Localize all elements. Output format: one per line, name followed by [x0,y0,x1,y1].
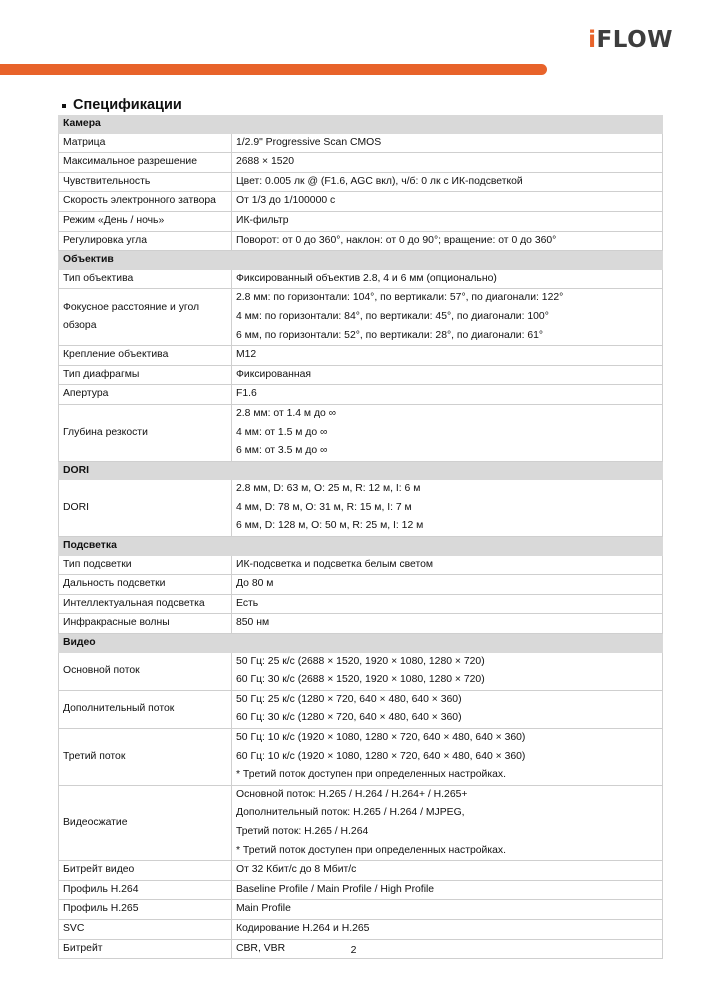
spec-label: Третий поток [59,729,232,786]
spec-value-line: От 32 Кбит/с до 8 Мбит/с [236,864,357,876]
spec-label: Режим «День / ночь» [59,211,232,231]
spec-value-line: 2.8 мм: по горизонтали: 104°, по вертикали: 57°, по диагонали: 122° [236,292,564,304]
spec-row [59,614,663,634]
section-header-row [59,461,663,480]
spec-label: Крепление объектива [59,346,232,366]
brand-mark: i [588,27,597,53]
spec-table [58,115,663,959]
spec-row [59,365,663,385]
spec-value-line: Есть [236,597,259,609]
spec-value-line: Цвет: 0.005 лк @ (F1.6, AGC вкл), ч/б: 0 лк с ИК-подсветкой [236,175,523,187]
spec-label: Регулировка угла [59,231,232,251]
spec-row [59,880,663,900]
spec-row [59,556,663,575]
spec-value [232,404,663,461]
spec-row [59,211,663,231]
brand-name: FLOW [596,27,673,53]
spec-value-line: Поворот: от 0 до 360°, наклон: от 0 до 90°; вращение: от 0 до 360° [236,234,557,246]
spec-value-line: До 80 м [236,578,274,590]
spec-row [59,385,663,405]
spec-label: Тип диафрагмы [59,365,232,385]
spec-label: Апертура [59,385,232,405]
section-title: DORI [59,461,663,480]
spec-value-line: CBR, VBR [236,942,286,954]
spec-label: Видеосжатие [59,785,232,860]
spec-value [232,919,663,939]
spec-value [232,192,663,212]
spec-value-line: Дополнительный поток: H.265 / H.264 / MJPEG, [236,807,465,819]
spec-label: Матрица [59,134,232,153]
spec-value-line: ИК-подсветка и подсветка белым светом [236,558,434,570]
spec-value [232,653,663,691]
spec-row [59,289,663,346]
header-accent-band [0,64,547,75]
spec-value-line: Основной поток: H.265 / H.264 / H.264+ / H.265+ [236,788,468,800]
spec-value-line: Baseline Profile / Main Profile / High Profile [236,883,435,895]
spec-row [59,153,663,173]
spec-label: Максимальное разрешение [59,153,232,173]
spec-label: DORI [59,480,232,536]
spec-value [232,690,663,728]
spec-label: Скорость электронного затвора [59,192,232,212]
spec-row [59,134,663,153]
spec-value-line: 50 Гц: 25 к/с (2688 × 1520, 1920 × 1080, 1280 × 720) [236,655,485,667]
spec-value [232,211,663,231]
spec-value-line: 2.8 мм: от 1.4 м до ∞ [236,407,337,419]
spec-row [59,172,663,192]
spec-value [232,153,663,173]
section-title: Объектив [59,251,663,270]
spec-value-line: * Третий поток доступен при определенных настройках. [236,844,506,856]
spec-value [232,270,663,289]
spec-value [232,861,663,881]
spec-row [59,192,663,212]
spec-value-line: 2.8 мм, D: 63 м, O: 25 м, R: 12 м, I: 6 м [236,483,421,495]
spec-value [232,556,663,575]
spec-value-line: 4 мм, D: 78 м, O: 31 м, R: 15 м, I: 7 м [236,501,412,513]
spec-row [59,346,663,366]
spec-value [232,231,663,251]
spec-value [232,785,663,860]
spec-value [232,480,663,536]
page-number: 2 [350,944,357,956]
spec-label: Дальность подсветки [59,575,232,595]
page-heading-text: Спецификации [73,97,182,113]
spec-row [59,861,663,881]
section-title: Подсветка [59,537,663,556]
spec-label: Тип подсветки [59,556,232,575]
spec-label [59,289,232,346]
spec-value-line: 50 Гц: 25 к/с (1280 × 720, 640 × 480, 640 × 360) [236,693,462,705]
spec-value [232,900,663,920]
spec-value [232,134,663,153]
spec-value-line: 6 мм: от 3.5 м до ∞ [236,445,328,457]
section-header-row [59,537,663,556]
spec-label: Интеллектуальная подсветка [59,594,232,614]
spec-label: Битрейт видео [59,861,232,881]
spec-value-line: 60 Гц: 30 к/с (1280 × 720, 640 × 480, 640 × 360) [236,712,462,724]
spec-value-line: Третий поток: H.265 / H.264 [236,825,369,837]
spec-label: Чувствительность [59,172,232,192]
spec-value-line: 50 Гц: 10 к/с (1920 × 1080, 1280 × 720, 640 × 480, 640 × 360) [236,732,526,743]
spec-row [59,690,663,728]
spec-value [232,575,663,595]
spec-value-line: Main Profile [236,903,291,915]
spec-label: Основной поток [59,653,232,691]
spec-value [232,880,663,900]
spec-label: Тип объектива [59,270,232,289]
spec-row [59,231,663,251]
spec-value-line: * Третий поток доступен при определенных настройках. [236,769,506,781]
spec-value [232,346,663,366]
spec-value-line: 6 мм, D: 128 м, O: 50 м, R: 25 м, I: 12 м [236,520,424,532]
spec-row [59,480,663,536]
spec-value-line: 2688 × 1520 [236,156,295,168]
spec-value-line: От 1/3 до 1/100000 с [236,195,336,207]
spec-value-line: 60 Гц: 30 к/с (2688 × 1520, 1920 × 1080, 1280 × 720) [236,674,485,686]
spec-value-line: Фиксированный объектив 2.8, 4 и 6 мм (опционально) [236,272,497,284]
section-title: Камера [59,115,663,134]
spec-label: Профиль H.265 [59,900,232,920]
spec-value-line: M12 [236,349,257,361]
spec-value [232,729,663,786]
spec-label: Битрейт [59,939,232,959]
spec-label: Глубина резкости [59,404,232,461]
spec-value [232,594,663,614]
spec-value-line: F1.6 [236,388,257,400]
spec-label-line: обзора [63,320,97,332]
spec-label-line: Фокусное расстояние и угол [63,301,200,313]
spec-label: SVC [59,919,232,939]
section-header-row [59,634,663,653]
spec-row [59,729,663,786]
spec-row [59,785,663,860]
spec-row [59,900,663,920]
spec-row [59,594,663,614]
spec-value [232,385,663,405]
spec-value-line: 60 Гц: 10 к/с (1920 × 1080, 1280 × 720, 640 × 480, 640 × 360) [236,750,526,762]
spec-value [232,289,663,346]
spec-row [59,270,663,289]
spec-value-line: Кодирование H.264 и H.265 [236,922,370,934]
spec-value-line: 4 мм: по горизонтали: 84°, по вертикали: 45°, по диагонали: 100° [236,310,549,322]
spec-value-line: 850 нм [236,617,270,629]
spec-row [59,575,663,595]
spec-label: Инфракрасные волны [59,614,232,634]
spec-value [232,172,663,192]
spec-label: Профиль H.264 [59,880,232,900]
section-header-row [59,115,663,134]
spec-row [59,404,663,461]
spec-value-line: 1/2.9" Progressive Scan CMOS [236,136,382,148]
brand-logo [588,28,673,52]
section-title: Видео [59,634,663,653]
spec-row [59,919,663,939]
section-header-row [59,251,663,270]
spec-value-line: ИК-фильтр [236,214,289,226]
spec-value-line: Фиксированная [236,368,311,380]
spec-value [232,614,663,634]
spec-value-line: 6 мм, по горизонтали: 52°, по вертикали: 28°, по диагонали: 61° [236,329,544,341]
spec-value [232,365,663,385]
page-heading [62,96,182,114]
spec-value-line: 4 мм: от 1.5 м до ∞ [236,426,328,438]
spec-row [59,653,663,691]
spec-label: Дополнительный поток [59,690,232,728]
heading-bullet [62,104,66,108]
